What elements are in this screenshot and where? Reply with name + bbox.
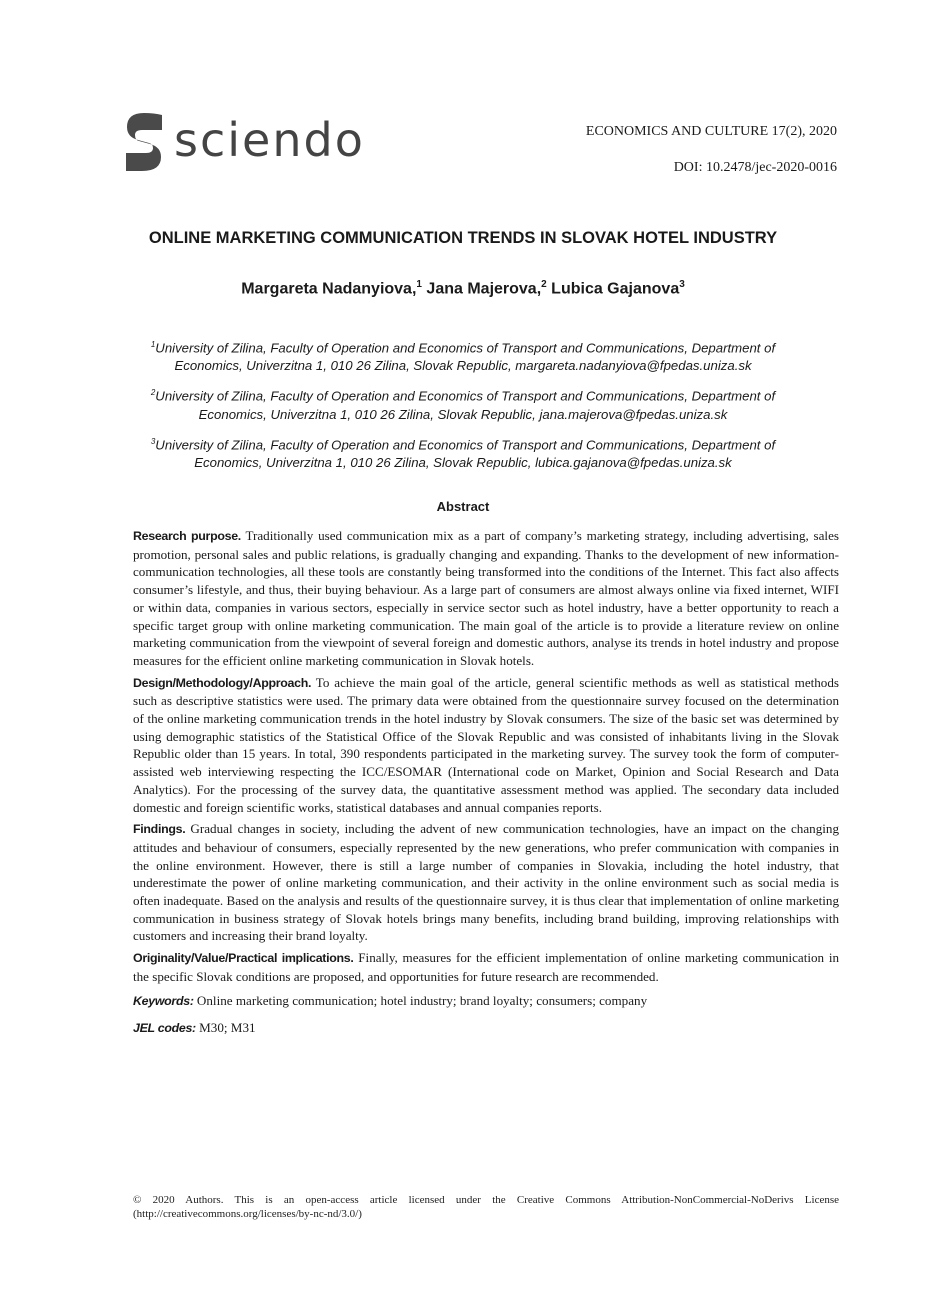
section-label: Originality/Value/Practical implications.: [133, 951, 354, 966]
section-label: Research purpose.: [133, 529, 241, 543]
abstract-section: [133, 527, 839, 670]
author-sup: 1: [416, 279, 422, 290]
section-text: Finally, measures for the efficient implementation of online marketing communication in the specific Slovak conditions are proposed, and opportunities for future research are recommended.: [133, 950, 840, 984]
author-name: Jana Majerova,: [426, 280, 542, 298]
logo-text: sciendo: [174, 113, 365, 167]
section-label: Findings.: [133, 822, 186, 837]
affiliation-line: Economics, Univerzitna 1, 010 26 Zilina, Slovak Republic, jana.majerova@fpedas.uniza.sk: [198, 406, 728, 422]
affiliation-sup: 1: [150, 340, 156, 349]
author-sup: 2: [541, 279, 547, 290]
affiliation-line: University of Zilina, Faculty of Operation and Economics of Transport and Communications, Department of: [155, 340, 776, 356]
keywords-text: Online marketing communication; hotel industry; brand loyalty; consumers; company: [193, 992, 648, 1008]
keywords-label: Keywords:: [133, 993, 194, 1008]
affiliation-line: Economics, Univerzitna 1, 010 26 Zilina, Slovak Republic, margareta.nadanyiova@fpedas.uniza.sk: [174, 358, 752, 374]
abstract-section: [133, 949, 839, 985]
license-note: © 2020 Authors. This is an open-access article licensed under the Creative Commons Attribution-NonCommercial-NoDerivs License (http://creativecommons.org/licenses/by-nc-nd/3.0/): [133, 1194, 839, 1220]
author-name: Margareta Nadanyiova,: [241, 280, 417, 298]
section-text: Gradual changes in society, including the advent of new communication technologies, have an impact on the changing attitudes and behaviour of consumers, especially represented by the new generations, who prefer communication with companies in the online environment. However, there is still a large number of companies in Slovakia, including the hotel industry, that underestimate the power of online marketing communication, and their activity in the online environment such as social media is often inadequate. Based on the analysis and results of the questionnaire survey, it is thus clear that implementation of online marketing communication in business strategy of Slovak hotels brings many benefits, including brand building, improving relationships with customers and increasing their brand loyalty.: [133, 821, 839, 944]
affiliation-sup: 3: [150, 436, 156, 446]
authors-line: [133, 279, 793, 298]
publisher-logo: [124, 111, 365, 173]
article-title: ONLINE MARKETING COMMUNICATION TRENDS IN SLOVAK HOTEL INDUSTRY: [148, 229, 778, 247]
affiliation: [100, 433, 826, 472]
abstract-body: [133, 527, 839, 1042]
journal-citation: ECONOMICS AND CULTURE 17(2), 2020: [585, 124, 837, 139]
abstract-section: [133, 820, 839, 945]
affiliation: [100, 384, 826, 423]
affiliation: [100, 336, 826, 375]
jel-label: JEL codes:: [133, 1021, 196, 1036]
section-text: Traditionally used communication mix as a part of company’s marketing strategy, including advertising, sales promotion, personal sales and public relations, is gradually changing and expanding. Thanks to the development of new information-communication technologies, all these tools are constantly being transformed into the conditions of the Internet. This fact also affects consumer’s lifestyle, and thus, their buying behaviour. As a large part of consumers are almost always online via fixed internet, WIFI or within data, companies in various sectors, especially in service sector such as hotel industry, have a better opportunity to reach a specific target group with online marketing communication. The main goal of the article is to provide a literature review on online marketing communication from the viewpoint of several foreign and domestic authors, analyse its trends in hotel industry and propose measures for the efficient online marketing communication in Slovak hotels.: [133, 528, 839, 668]
affiliation-line: University of Zilina, Faculty of Operation and Economics of Transport and Communications, Department of: [155, 388, 776, 404]
jel-text: M30; M31: [195, 1020, 256, 1036]
jel-codes: [133, 1019, 839, 1038]
section-text: To achieve the main goal of the article, general scientific methods as well as statistical methods such as descriptive statistics were used. The primary data were obtained from the questionnaire survey focused on the determination of the online marketing communication trends in the hotel industry by Slovak consumers. The size of the basic set was determined by using demographic statistics of the Statistical Office of the Slovak Republic and was consisted of inhabitants living in the Slovak Republic older than 15 years. In total, 390 respondents participated in the marketing survey. The survey took the form of computer-assisted web interviewing respecting the ICC/ESOMAR (International code on Market, Opinion and Social Research and Data Analytics). For the processing of the survey data, the quantitative assessment method was applied. The secondary data included domestic and foreign scientific works, statistical databases and annual companies reports.: [133, 674, 839, 815]
doi: DOI: 10.2478/jec-2020-0016: [673, 160, 837, 175]
affiliation-line: Economics, Univerzitna 1, 010 26 Zilina, Slovak Republic, lubica.gajanova@fpedas.uniza.sk: [194, 455, 732, 471]
affiliation-sup: 2: [150, 388, 156, 398]
abstract-section: [133, 674, 839, 817]
author-name: Lubica Gajanova: [551, 280, 680, 298]
affiliation-line: University of Zilina, Faculty of Operation and Economics of Transport and Communications, Department of: [155, 437, 776, 453]
section-label: Design/Methodology/Approach.: [133, 675, 312, 690]
abstract-heading: Abstract: [436, 499, 490, 514]
author-sup: 3: [679, 279, 685, 290]
sciendo-logo-icon: [124, 113, 164, 171]
keywords: [133, 992, 839, 1011]
affiliations: [100, 336, 826, 481]
